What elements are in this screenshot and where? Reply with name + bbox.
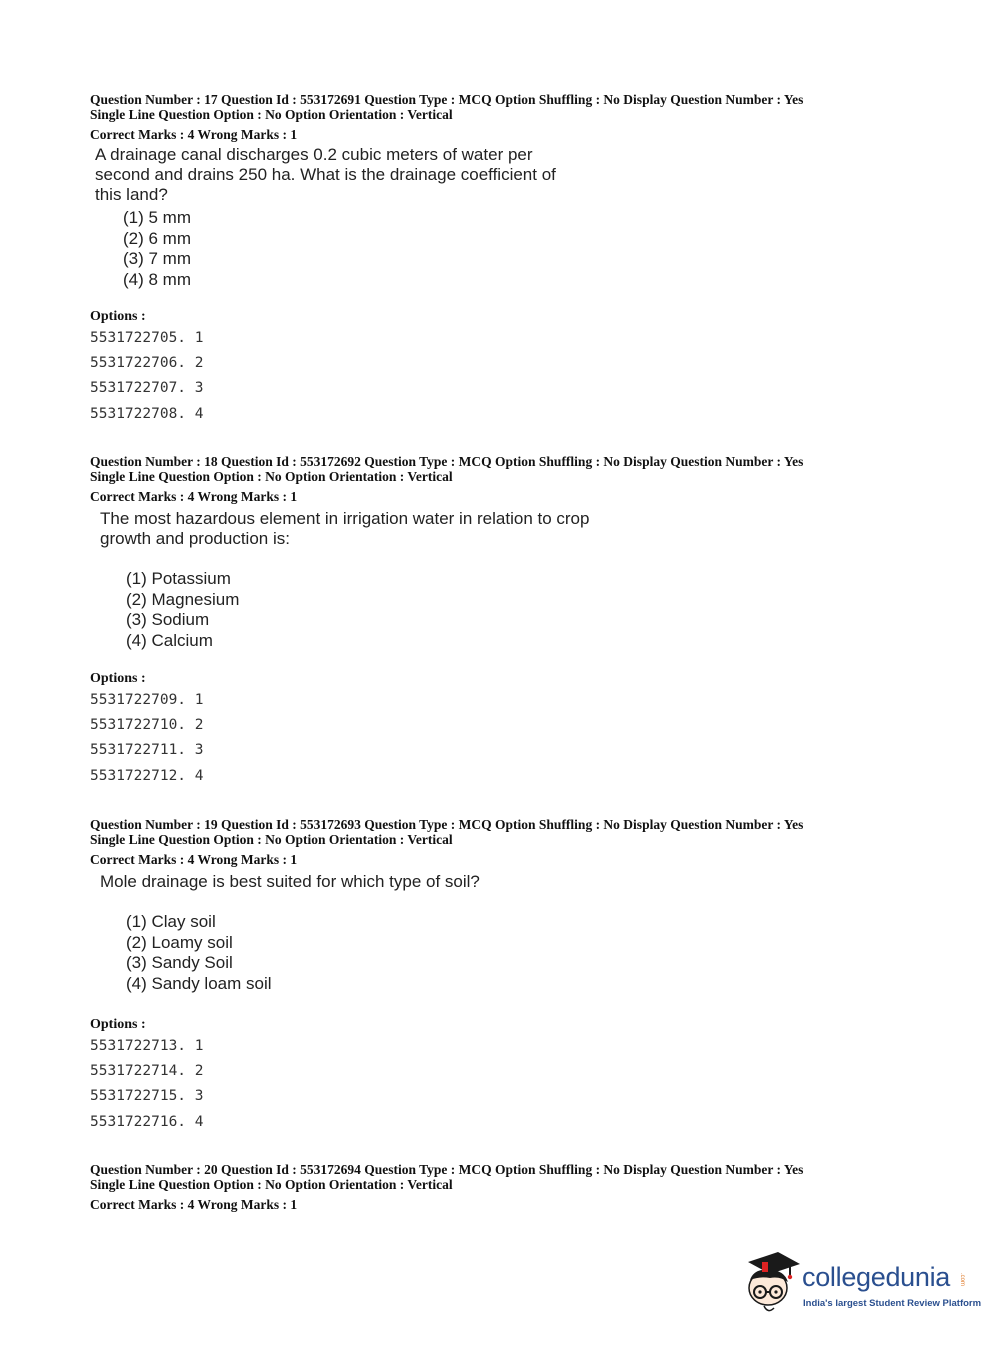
- option-item: 5531722705. 1: [90, 330, 204, 346]
- question-stem: [95, 145, 950, 205]
- options-list: [90, 688, 950, 789]
- question-meta-line: Single Line Question Option : No Option Orientation : Vertical: [90, 107, 453, 122]
- question-meta-line: Question Number : 19 Question Id : 553172693 Question Type : MCQ Option Shuffling : No Display Question Number : Yes: [90, 817, 804, 832]
- choice-item: (1) Potassium: [126, 569, 231, 588]
- choice-item: (3) Sodium: [126, 610, 210, 629]
- option-item: 5531722711. 3: [90, 742, 204, 759]
- choice-item: (4) Calcium: [126, 630, 213, 650]
- option-item: 5531722715. 3: [90, 1088, 204, 1105]
- question-meta-line: Question Number : 20 Question Id : 553172694 Question Type : MCQ Option Shuffling : No Display Question Number : Yes: [90, 1162, 804, 1177]
- question-block-20: [90, 1162, 950, 1212]
- question-meta-line: Question Number : 17 Question Id : 553172691 Question Type : MCQ Option Shuffling : No Display Question Number : Yes: [90, 92, 804, 107]
- collegedunia-logo: [740, 1248, 982, 1323]
- option-item: 5531722712. 4: [90, 767, 204, 784]
- option-item: 5531722710. 2: [90, 717, 204, 734]
- question-block-18: [90, 454, 950, 789]
- option-item: 5531722714. 2: [90, 1063, 204, 1080]
- choice-item: (1) Clay soil: [126, 912, 216, 931]
- choice-item: (4) 8 mm: [123, 269, 191, 289]
- marks-line: Correct Marks : 4 Wrong Marks : 1: [90, 489, 298, 504]
- stem-line: A drainage canal discharges 0.2 cubic meters of water per: [95, 145, 533, 164]
- options-label: Options :: [90, 671, 146, 686]
- options-label: Options :: [90, 309, 146, 324]
- question-meta-line: Single Line Question Option : No Option Orientation : Vertical: [90, 832, 453, 847]
- options-list: [90, 326, 950, 427]
- option-item: 5531722707. 3: [90, 380, 204, 397]
- choice-item: (4) Sandy loam soil: [126, 973, 272, 993]
- stem-line: Mole drainage is best suited for which type of soil?: [100, 872, 480, 891]
- question-block-17: [90, 92, 950, 427]
- answer-choices: [126, 569, 950, 651]
- logo-wordmark: collegedunia: [802, 1262, 951, 1292]
- option-item: 5531722713. 1: [90, 1038, 204, 1054]
- question-meta-line: Single Line Question Option : No Option Orientation : Vertical: [90, 469, 453, 484]
- choice-item: (3) 7 mm: [123, 249, 191, 268]
- option-item: 5531722708. 4: [90, 405, 204, 422]
- marks-line: Correct Marks : 4 Wrong Marks : 1: [90, 852, 298, 867]
- stem-line: growth and production is:: [100, 529, 290, 548]
- question-meta-line: Single Line Question Option : No Option Orientation : Vertical: [90, 1177, 453, 1192]
- choice-item: (3) Sandy Soil: [126, 953, 233, 972]
- choice-item: (1) 5 mm: [123, 208, 191, 227]
- stem-line: second and drains 250 ha. What is the drainage coefficient of: [95, 165, 556, 184]
- question-stem: [100, 509, 950, 549]
- answer-choices: [123, 208, 950, 290]
- stem-line: this land?: [95, 185, 168, 204]
- marks-line: Correct Marks : 4 Wrong Marks : 1: [90, 127, 298, 142]
- question-stem: [100, 872, 950, 892]
- option-item: 5531722706. 2: [90, 355, 204, 372]
- logo-tagline: India's largest Student Review Platform: [803, 1298, 982, 1309]
- answer-choices: [126, 912, 950, 994]
- question-meta-line: Question Number : 18 Question Id : 553172692 Question Type : MCQ Option Shuffling : No Display Question Number : Yes: [90, 454, 804, 469]
- option-item: 5531722709. 1: [90, 692, 204, 708]
- logo-suffix: .com: [959, 1273, 965, 1287]
- options-label: Options :: [90, 1017, 146, 1032]
- question-block-19: [90, 817, 950, 1135]
- choice-item: (2) 6 mm: [123, 228, 191, 248]
- choice-item: (2) Magnesium: [126, 589, 240, 609]
- graduate-mascot-icon: [740, 1248, 802, 1318]
- stem-line: The most hazardous element in irrigation water in relation to crop: [100, 509, 590, 528]
- options-list: [90, 1034, 950, 1135]
- choice-item: (2) Loamy soil: [126, 932, 233, 952]
- option-item: 5531722716. 4: [90, 1113, 204, 1130]
- marks-line: Correct Marks : 4 Wrong Marks : 1: [90, 1197, 298, 1212]
